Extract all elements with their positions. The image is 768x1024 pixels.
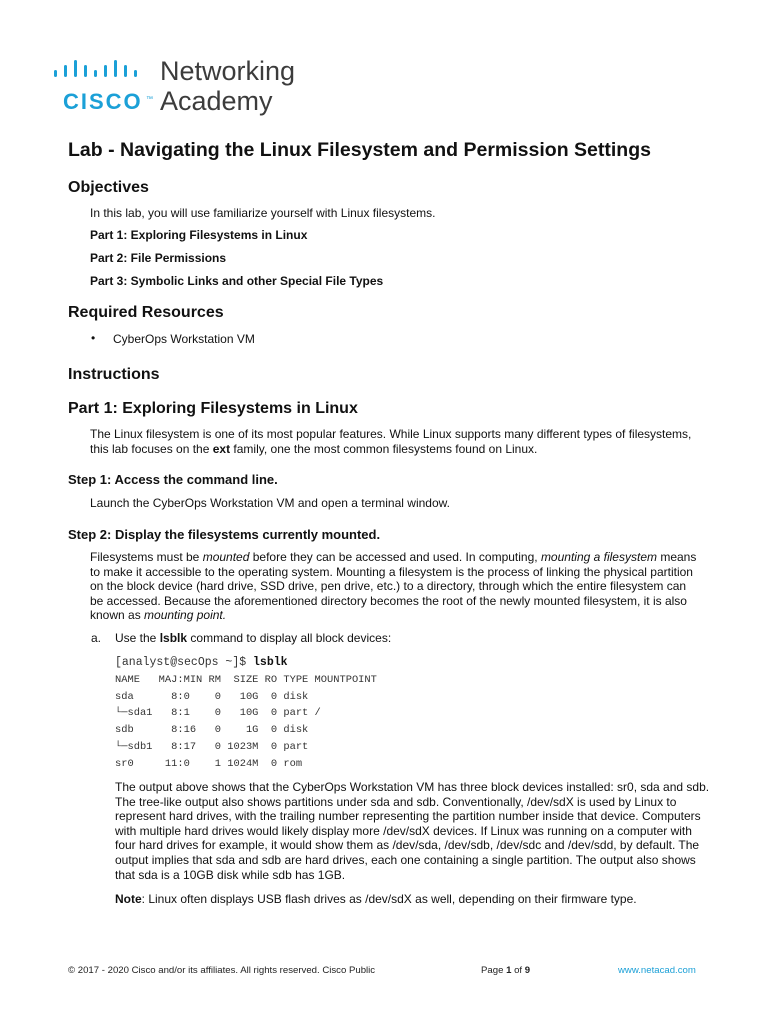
objectives-intro: In this lab, you will use familiarize yourself with Linux filesystems.	[90, 206, 436, 220]
page-title: Lab - Navigating the Linux Filesystem and Permission Settings	[68, 139, 651, 161]
instructions-heading: Instructions	[68, 366, 160, 383]
step1-heading: Step 1: Access the command line.	[68, 472, 278, 487]
output-line: sda 8:0 0 10G 0 disk	[115, 690, 309, 703]
trademark-mark: ™	[146, 96, 153, 103]
output-line: sr0 11:0 1 1024M 0 rom	[115, 757, 303, 770]
logo-line-academy: Academy	[160, 86, 273, 116]
note-paragraph: Note: Linux often displays USB flash drives as /dev/sdX as well, depending on their firmware type.	[115, 892, 637, 906]
objective-part-3: Part 3: Symbolic Links and other Special File Types	[90, 274, 384, 288]
page-indicator: Page 1 of 9	[481, 965, 531, 976]
part1-heading: Part 1: Exploring Filesystems in Linux	[68, 400, 358, 417]
step2-paragraph: Filesystems must be mounted before they can be accessed and used. In computing, mounting a filesystem means to make it accessible to the operating system. Mounting a filesystem is the process of linking the physical partition on the block device (hard drive, SSD drive, pen drive, etc.) to a directory, through which the entire filesystem can be accessed. Because the aforementioned directory becomes the root of the newly mounted filesystem, it is also known as mounting point.	[90, 550, 697, 623]
resources-heading: Required Resources	[68, 304, 224, 321]
output-line: └─sda1 8:1 0 10G 0 part /	[115, 707, 321, 720]
command-prompt: [analyst@secOps ~]$ lsblk	[115, 656, 288, 669]
part1-intro: The Linux filesystem is one of its most popular features. While Linux supports many different types of filesystems, this lab focuses on the ext family, one the most common filesystems found on Linux.	[90, 427, 692, 456]
output-line: sdb 8:16 0 1G 0 disk	[115, 724, 309, 737]
netacad-link[interactable]: www.netacad.com	[618, 965, 696, 976]
cisco-networking-academy-logo	[52, 56, 312, 118]
objective-part-1: Part 1: Exploring Filesystems in Linux	[90, 228, 308, 242]
logo-line-networking: Networking	[160, 56, 296, 86]
step2-heading: Step 2: Display the filesystems currently mounted.	[68, 527, 381, 542]
lsblk-explanation: The output above shows that the CyberOps Workstation VM has three block devices installed: sr0, sda and sdb. The tree-like output also shows partitions under sda and sdb. Conventionally, /dev/sdX is used by Linux to represent hard drives, with the trailing number representing the partition number inside that device. Computers with multiple hard drives would likely display more /dev/sdX devices. If Linux was running on a computer with four hard drives for example, it would show them as /dev/sda, /dev/sdb, /dev/sdc and /dev/sdd, by default. The output implies that sda and sdb are hard drives, each one containing a single partition. The output also shows that sda is a 10GB disk while sdb has 1GB.	[115, 780, 710, 882]
terminal-output	[115, 655, 475, 773]
objectives-heading: Objectives	[68, 179, 149, 196]
list-marker-a: a.	[91, 631, 102, 645]
cisco-wordmark: CISCO	[63, 89, 143, 114]
ext-bold: ext	[212, 441, 231, 456]
footer-copyright: © 2017 - 2020 Cisco and/or its affiliates. All rights reserved. Cisco Public	[68, 965, 376, 976]
output-line: NAME MAJ:MIN RM SIZE RO TYPE MOUNTPOINT	[115, 673, 377, 686]
cisco-bars-icon	[52, 60, 147, 82]
step1-text: Launch the CyberOps Workstation VM and open a terminal window.	[90, 496, 450, 510]
objective-part-2: Part 2: File Permissions	[90, 251, 227, 265]
resource-item: CyberOps Workstation VM	[113, 332, 255, 346]
output-line: └─sdb1 8:17 0 1023M 0 part	[115, 740, 309, 753]
bullet-icon: •	[91, 331, 96, 345]
item-a-text: Use the lsblk command to display all block devices:	[115, 631, 392, 645]
